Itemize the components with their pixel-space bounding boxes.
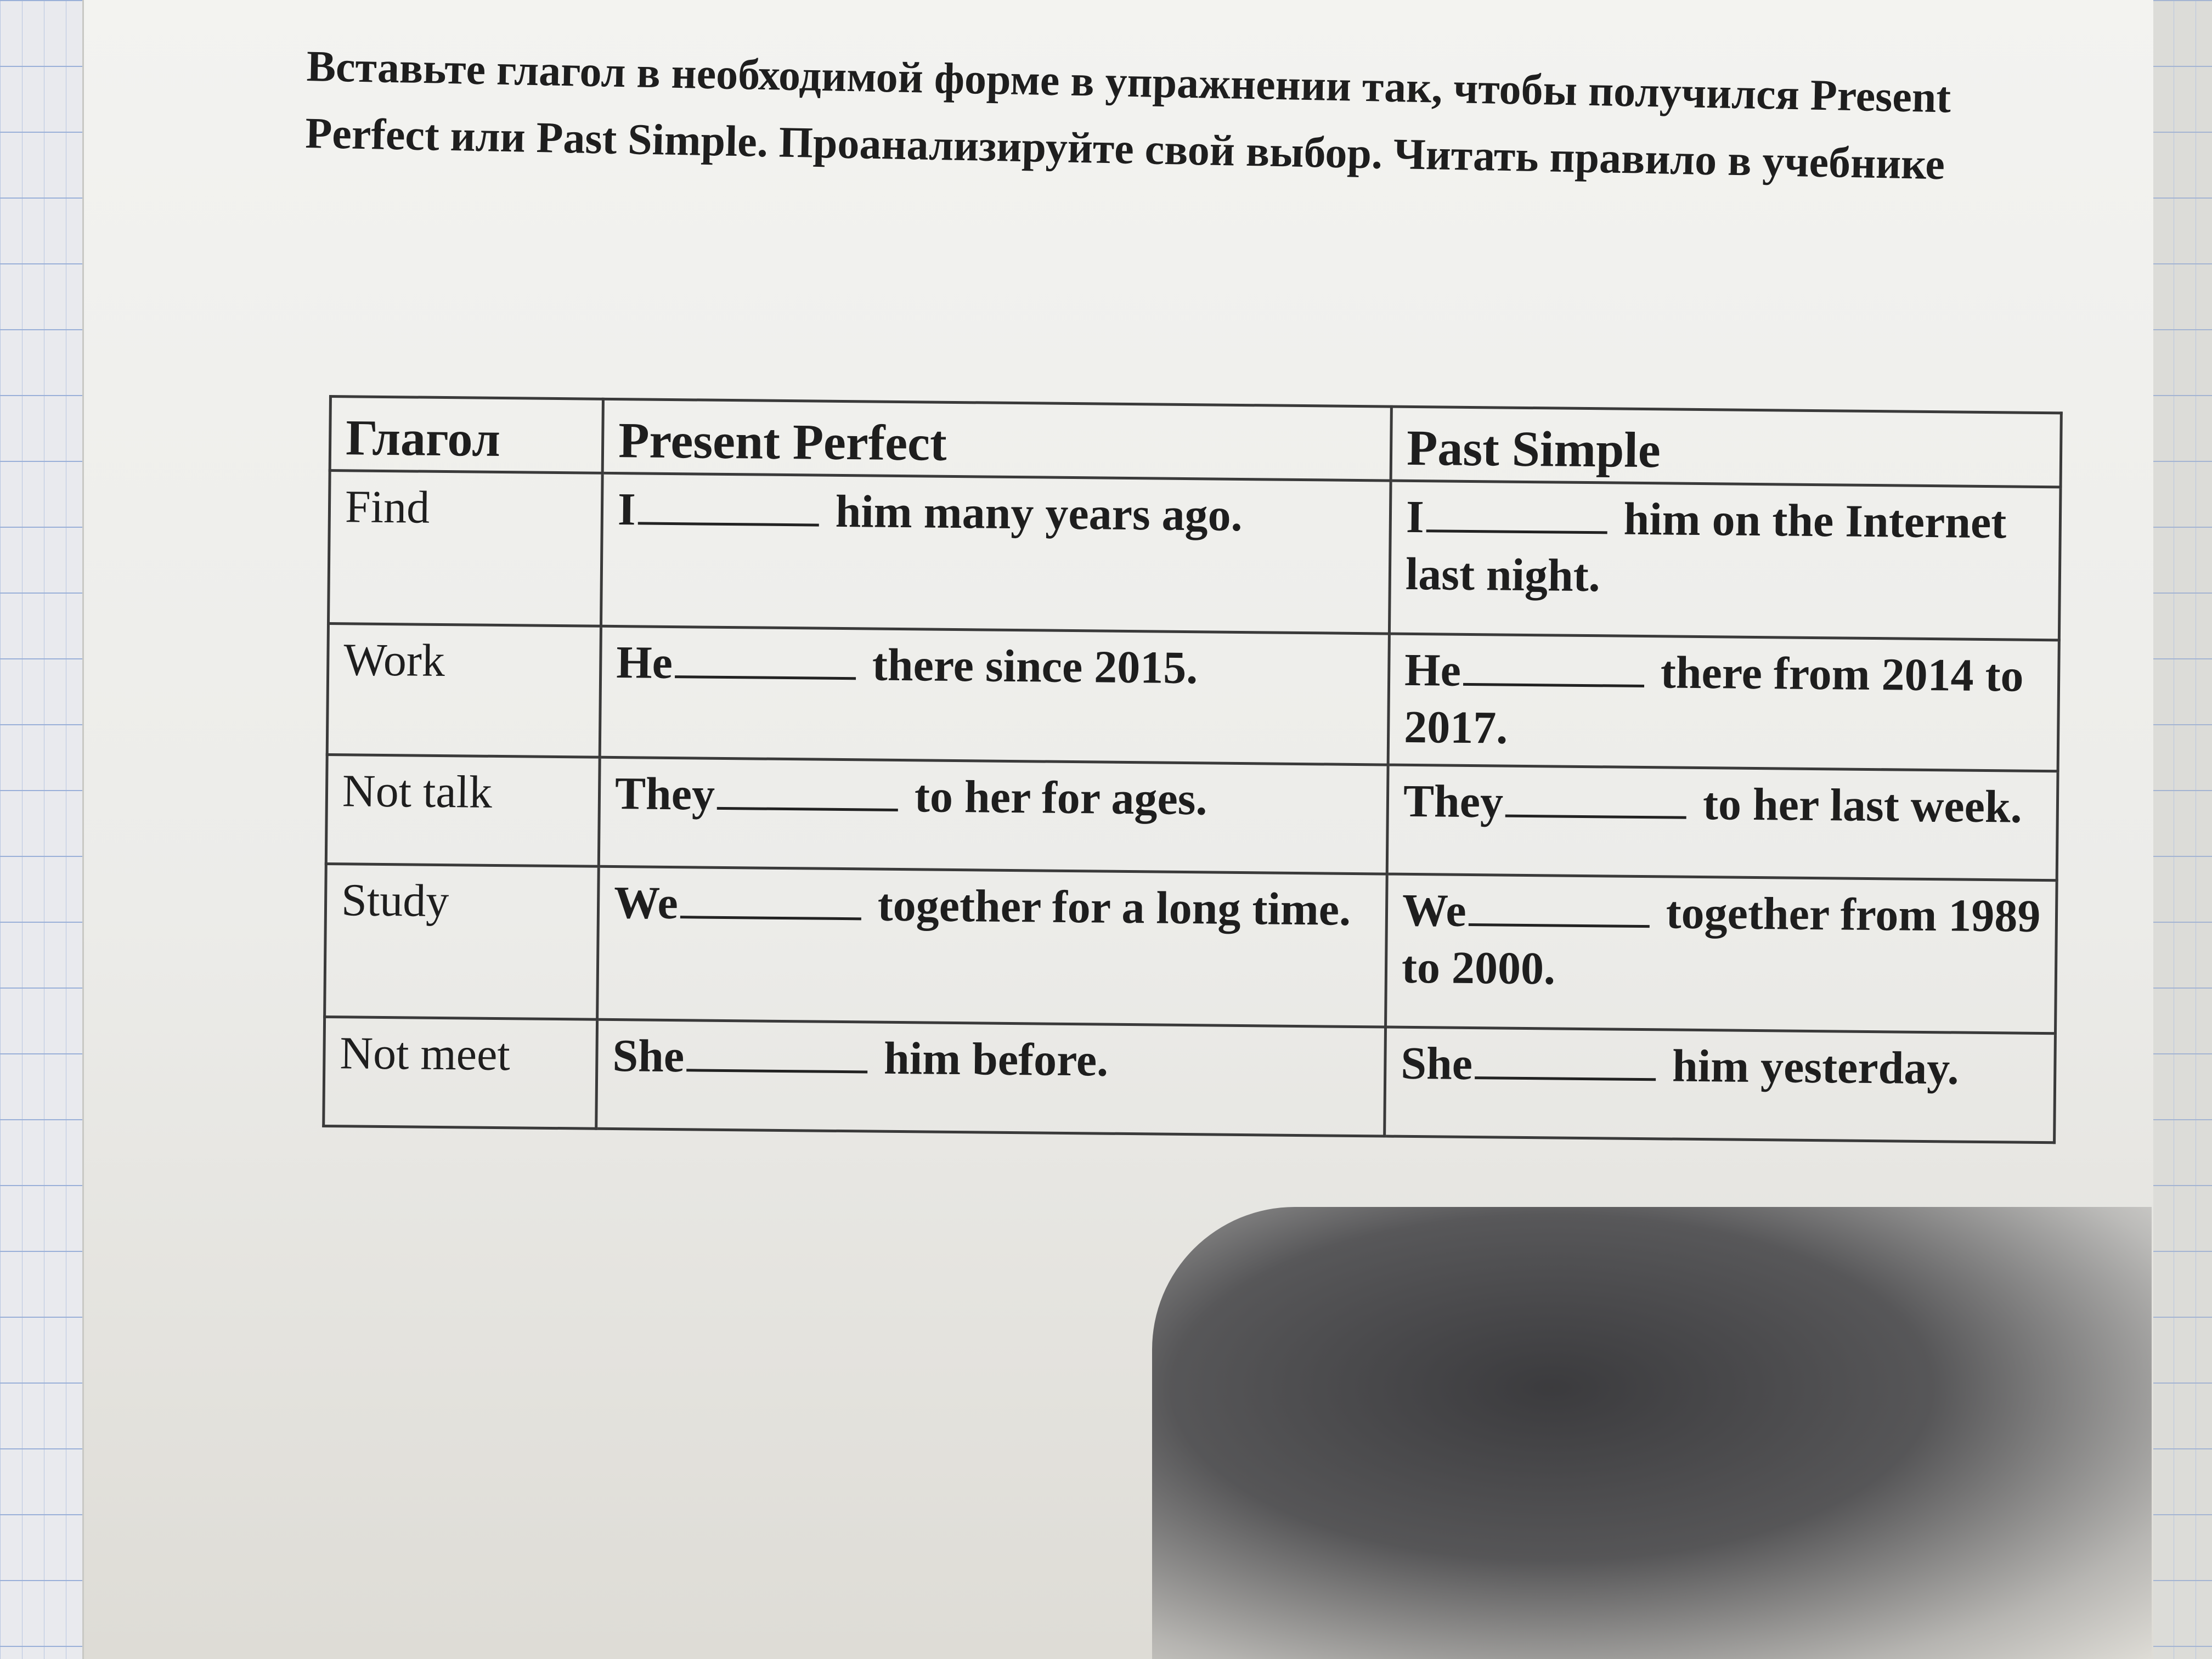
sentence-start: I — [617, 484, 636, 535]
sentence-end: him before. — [883, 1032, 1109, 1086]
answer-blank[interactable] — [675, 637, 856, 680]
sentence-start: We — [613, 877, 679, 929]
answer-blank[interactable] — [680, 877, 862, 920]
verb-cell: Not meet — [324, 1017, 597, 1128]
answer-blank[interactable] — [637, 483, 819, 526]
sentence-start: I — [1406, 491, 1425, 543]
present-perfect-cell — [597, 866, 1387, 1027]
header-present-perfect: Present Perfect — [602, 399, 1391, 481]
present-perfect-cell — [600, 626, 1389, 765]
answer-blank[interactable] — [1505, 776, 1687, 819]
table-row — [329, 471, 2061, 640]
present-perfect-cell — [596, 1019, 1386, 1136]
sentence-end: there from 2014 to 2017. — [1403, 647, 2024, 754]
verb-cell: Study — [325, 864, 599, 1019]
sentence-start: They — [614, 768, 715, 820]
sentence-start: He — [616, 637, 673, 689]
exercise-instruction: Вставьте глагол в необходимой форме в упражнении так, чтобы получился Present Perfect или Past Simple. Проанализируйте свой выбор. Читать правило в учебнике — [304, 42, 1951, 189]
notebook-page-right — [2152, 0, 2212, 1659]
sentence-end: to her for ages. — [914, 771, 1207, 825]
sentence-end: there since 2015. — [872, 639, 1198, 694]
sentence-end: him yesterday. — [1672, 1040, 1960, 1094]
sentence-end: to her last week. — [1702, 778, 2023, 833]
past-simple-cell — [1389, 481, 2061, 640]
exercise-table — [322, 395, 2063, 1144]
verb-cell: Find — [329, 471, 603, 627]
present-perfect-cell — [601, 473, 1391, 634]
header-past-simple: Past Simple — [1391, 407, 2061, 487]
past-simple-cell — [1387, 765, 2058, 881]
verb-cell: Not talk — [326, 754, 600, 866]
answer-blank[interactable] — [1426, 491, 1607, 534]
table-row — [327, 624, 2059, 771]
sentence-end: him on the Internet last night. — [1405, 493, 2007, 602]
answer-blank[interactable] — [717, 769, 899, 811]
sentence-start: He — [1404, 644, 1462, 696]
table-row — [326, 754, 2058, 880]
table-row — [325, 864, 2057, 1033]
answer-blank[interactable] — [1468, 885, 1650, 928]
verb-cell: Work — [327, 624, 601, 758]
exercise-table-wrapper — [322, 395, 2063, 1144]
past-simple-cell — [1386, 874, 2057, 1034]
answer-blank[interactable] — [1475, 1038, 1656, 1081]
past-simple-cell — [1385, 1027, 2056, 1143]
sentence-start: She — [1400, 1037, 1473, 1090]
sentence-end: together for a long time. — [877, 879, 1351, 935]
notebook-page-left — [0, 0, 82, 1659]
sentence-start: They — [1403, 775, 1504, 828]
sentence-end: him many years ago. — [835, 486, 1243, 541]
hand-shadow — [1152, 1207, 2152, 1659]
sentence-start: She — [612, 1030, 685, 1082]
table-row — [324, 1017, 2056, 1142]
answer-blank[interactable] — [686, 1030, 868, 1073]
sentence-end: together from 1989 to 2000. — [1401, 887, 2041, 995]
answer-blank[interactable] — [1463, 645, 1645, 687]
present-perfect-cell — [599, 757, 1388, 874]
sentence-start: We — [1402, 884, 1467, 936]
past-simple-cell — [1388, 634, 2059, 771]
header-verb: Глагол — [330, 397, 603, 473]
